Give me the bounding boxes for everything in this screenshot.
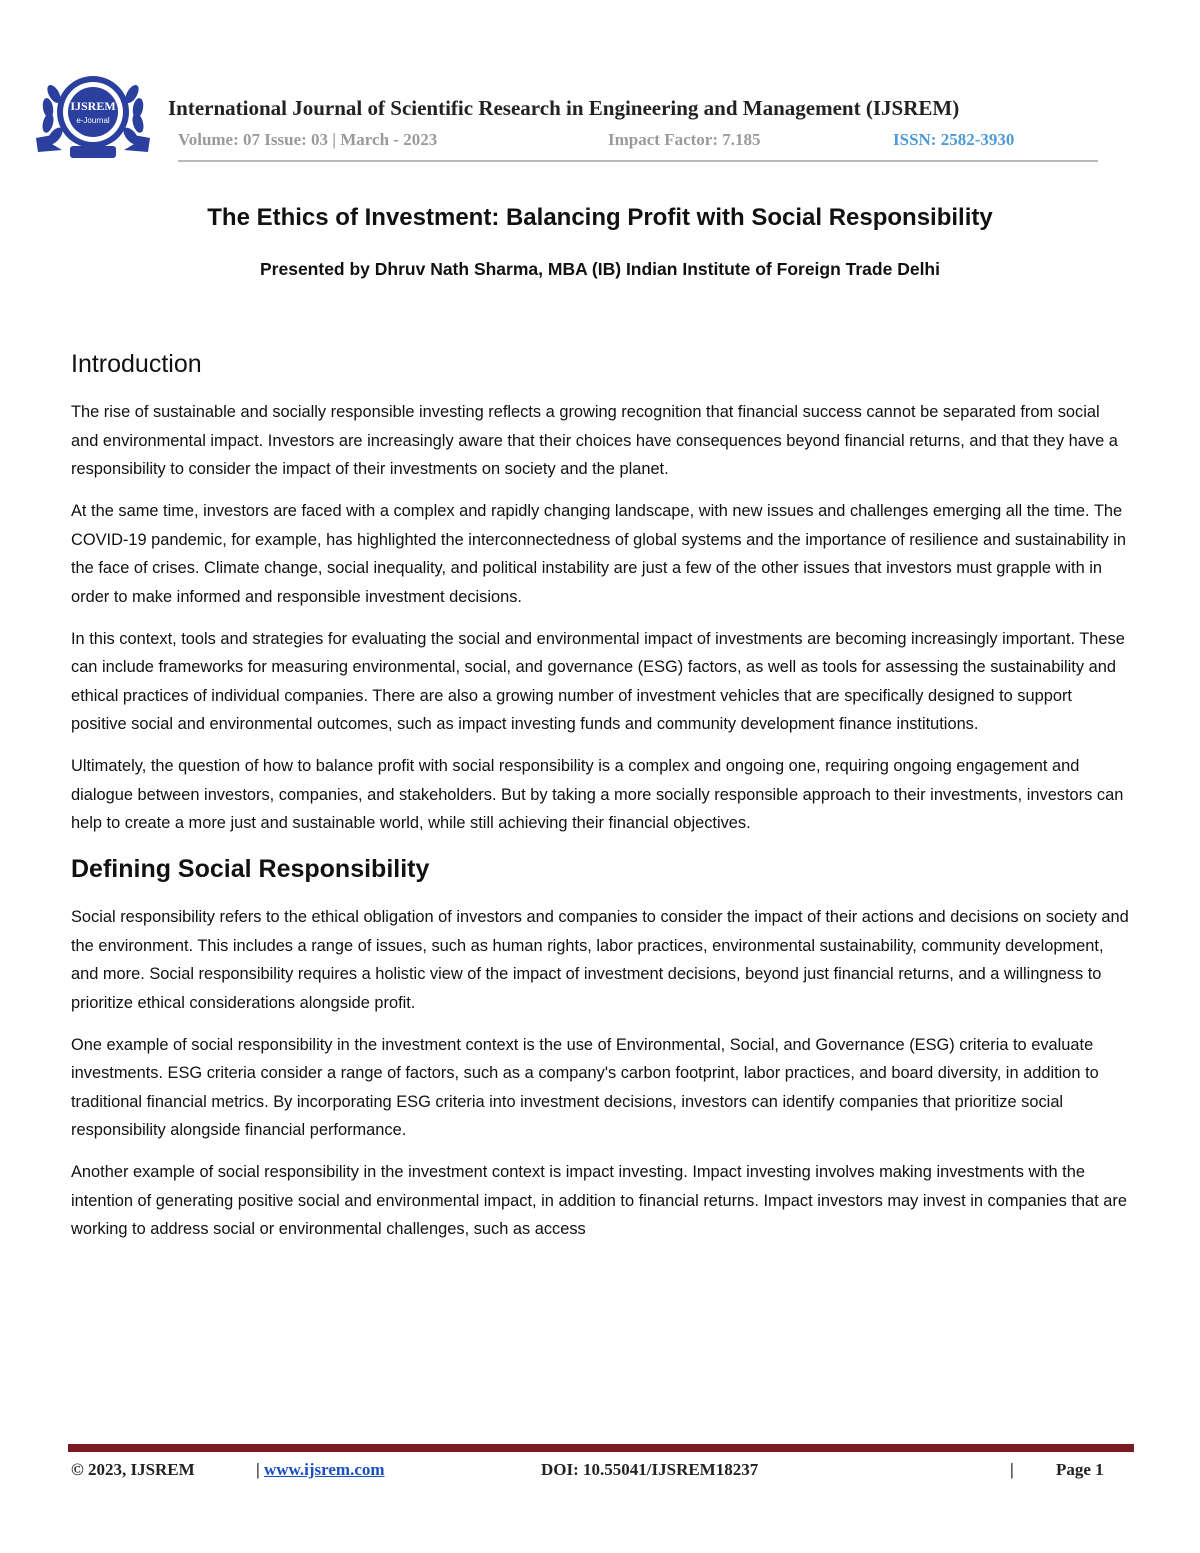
section-heading-introduction: Introduction — [71, 350, 202, 378]
paragraph: Ultimately, the question of how to balance profit with social responsibility is a complex and ongoing one, requiring ongoing engagement and dialogue between investors, companies, and stakeholders. But by taking a more socially responsible approach to their investments, investors can help to create a more just and sustainable world, while still achieving their financial objectives. — [71, 757, 1124, 832]
paragraph: One example of social responsibility in the investment context is the use of Environmental, Social, and Governance (ESG) criteria to evaluate investments. ESG criteria consider a range of factors, such as a company's carbon footprint, labor practices, and board diversity, in addition to traditional financial metrics. By incorporating ESG criteria into investment decisions, investors can identify companies that prioritize social responsibility alongside financial performance. — [71, 1035, 1099, 1139]
paragraph: Social responsibility refers to the ethical obligation of investors and companies to consider the impact of their actions and decisions on society and the environment. This includes a range of issues, such as human rights, labor practices, environmental sustainability, community development, and more. Social responsibility requires a holistic view of the impact of investment decisions, beyond just financial returns, and a willingness to prioritize ethical considerations alongside profit. — [71, 908, 1129, 1012]
footer-website — [256, 1460, 385, 1480]
header-divider — [178, 160, 1098, 162]
footer-doi: DOI: 10.55041/IJSREM18237 — [541, 1460, 759, 1479]
paragraph: At the same time, investors are faced with a complex and rapidly changing landscape, with new issues and challenges emerging all the time. The COVID-19 pandemic, for example, has highlighted the interconnectedness of global systems and the importance of resilience and sustainability in the face of crises. Climate change, social inequality, and political instability are just a few of the other issues that investors must grapple with in order to make informed and responsible investment decisions. — [71, 502, 1127, 606]
website-link[interactable]: www.ijsrem.com — [264, 1460, 385, 1479]
footer-separator: | — [1010, 1460, 1014, 1479]
footer-separator: | — [256, 1460, 260, 1479]
impact-factor: Impact Factor: 7.185 — [608, 130, 761, 149]
paragraph: Another example of social responsibility in the investment context is impact investing. Impact investing involves making investments with the intention of generating positive social and environmental impact, in addition to financial returns. Impact investors may invest in companies that are working to address social or environmental challenges, such as access — [71, 1163, 1127, 1238]
svg-text:IJSREM: IJSREM — [70, 99, 116, 113]
paper-byline: Presented by Dhruv Nath Sharma, MBA (IB) Indian Institute of Foreign Trade Delhi — [260, 259, 940, 279]
paragraph: In this context, tools and strategies for evaluating the social and environmental impact of investments are becoming increasingly important. These can include frameworks for measuring environmental, social, and governance (ESG) factors, as well as tools for assessing the sustainability and ethical practices of individual companies. There are also a growing number of investment vehicles that are specifically designed to support positive social and environmental outcomes, such as impact investing funds and community development finance institutions. — [71, 629, 1125, 733]
journal-title: International Journal of Scientific Research in Engineering and Management (IJSREM) — [168, 96, 960, 120]
paper-title: The Ethics of Investment: Balancing Profit with Social Responsibility — [207, 204, 993, 231]
issn: ISSN: 2582-3930 — [893, 130, 1015, 149]
journal-logo — [28, 64, 160, 164]
volume-issue: Volume: 07 Issue: 03 | March - 2023 — [178, 130, 438, 149]
footer-divider — [68, 1444, 1134, 1452]
svg-text:e-Journal: e-Journal — [76, 116, 110, 125]
footer-copyright: © 2023, IJSREM — [71, 1460, 195, 1479]
paragraph: The rise of sustainable and socially responsible investing reflects a growing recognition that financial success cannot be separated from social and environmental impact. Investors are increasingly aware that their choices have consequences beyond financial returns, and that they have a responsibility to consider the impact of their investments on society and the planet. — [71, 403, 1118, 478]
section-heading-defining-social-responsibility: Defining Social Responsibility — [71, 855, 430, 883]
page-number: Page 1 — [1056, 1460, 1104, 1479]
paper-body — [71, 346, 1131, 1257]
